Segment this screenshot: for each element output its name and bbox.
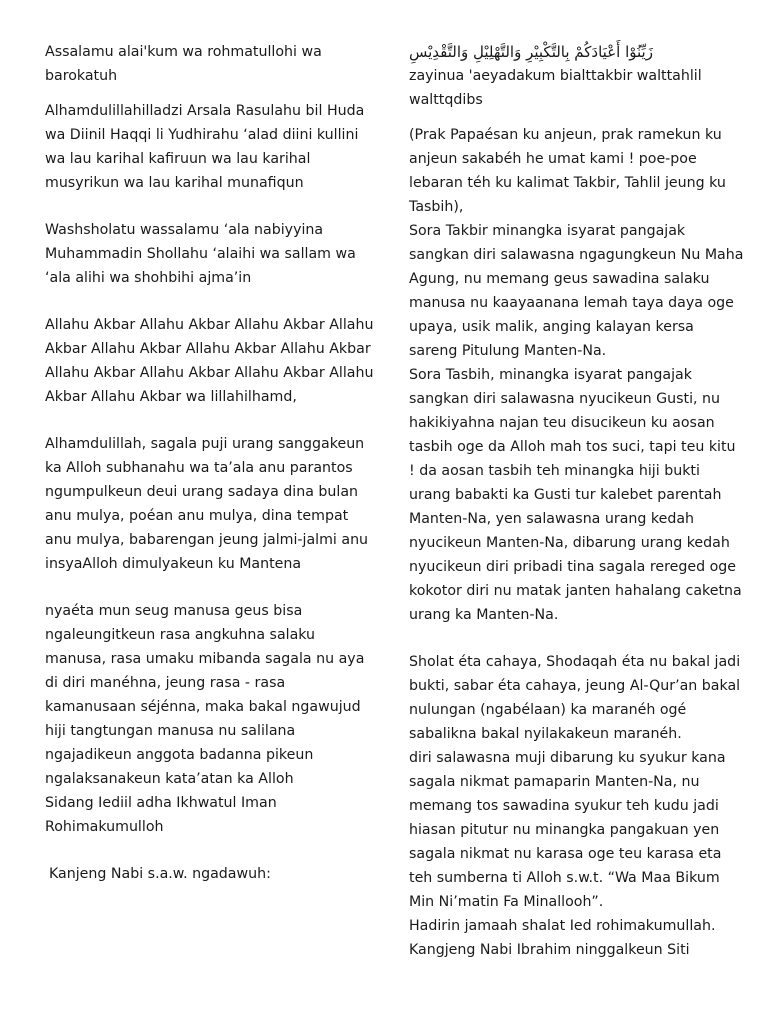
sholawat-paragraph: Washsholatu wassalamu ‘ala nabiyyina Muhammadin Shollahu ‘alaihi wa sallam wa ‘ala alihi wa shohbihi ajma’in [45, 222, 356, 286]
left-column [45, 40, 377, 886]
right-column [409, 40, 745, 962]
arabic-hadith-text: زَيِّنُوْا أَعْيَادَكُمْ بِالتَّكْبِيْرِ وَالتَّهْلِيْلِ وَالتَّقْدِيْسِ [409, 43, 653, 61]
transliteration: zayinua 'aeyadakum bialttakbir walttahlil walttqdibs [409, 68, 702, 108]
ibrahim-paragraph: Kangjeng Nabi Ibrahim ninggalkeun Siti [409, 942, 690, 958]
tasbih-explanation: Sora Tasbih, minangka isyarat pangajak sangkan diri salawasna nyucikeun Gusti, nu hakikiyahna najan teu disucikeun ku aosan tasbih oge da Alloh mah tos suci, tapi teu kitu ! da aosan tasbih teh minangka hiji bukti urang babakti ka Gusti tur kalebet parentah Manten-Na, yen salawasna urang kedah nyucikeun Manten-Na, dibarung urang kedah nyucikeun diri pribadi tina sagala rereged oge kokotor diri nu matak janten hahalang caketna urang ka Manten-Na. [409, 367, 742, 623]
greeting-paragraph: Assalamu alai'kum wa rohmatullohi wa barokatuh [45, 44, 322, 84]
translation-paragraph: (Prak Papaésan ku anjeun, prak ramekun ku anjeun sakabéh he umat kami ! poe-poe lebaran téh ku kalimat Takbir, Tahlil jeung ku Tasbih), [409, 127, 726, 215]
syukur-paragraph: diri salawasna muji dibarung ku syukur kana sagala nikmat pamaparin Manten-Na, nu memang tos sawadina syukur teh kudu jadi hiasan pitutur nu minangka pangakuan yen sagala nikmat nu karasa oge teu karasa eta teh sumberna ti Alloh s.w.t. “Wa Maa Bikum Min Ni’matin Fa Minallooh”. [409, 750, 726, 910]
hadith-intro: Kanjeng Nabi s.a.w. ngadawuh: [49, 866, 271, 882]
takbir-paragraph: Allahu Akbar Allahu Akbar Allahu Akbar Allahu Akbar Allahu Akbar Allahu Akbar Allahu Akbar Allahu Akbar Allahu Akbar Allahu Akbar Allahu Akbar Allahu Akbar wa lillahilhamd, [45, 317, 374, 405]
takbir-explanation: Sora Takbir minangka isyarat pangajak sangkan diri salawasna ngagungkeun Nu Maha Agung, nu memang geus sawadina salaku manusa nu kaayaanana lemah taya daya oge upaya, usik malik, anging kalayan kersa sareng Pitulung Manten-Na. [409, 223, 744, 359]
audience-address-2: Hadirin jamaah shalat Ied rohimakumullah. [409, 918, 716, 934]
praise-paragraph: Alhamdulillahilladzi Arsala Rasulahu bil Huda wa Diinil Haqqi li Yudhirahu ‘alad diini kullini wa lau karihal kafiruun wa lau karihal musyrikun wa lau karihal munafiqun [45, 103, 365, 191]
audience-address: Sidang Iediil adha Ikhwatul Iman Rohimakumulloh [45, 795, 277, 835]
sholat-paragraph: Sholat éta cahaya, Shodaqah éta nu bakal jadi bukti, sabar éta cahaya, jeung Al-Qur’an bakal nulungan (ngabélaan) ka maranéh ogé sabalikna bakal nyilakakeun maranéh. [409, 654, 741, 742]
humility-paragraph: nyaéta mun seug manusa geus bisa ngaleungitkeun rasa angkuhna salaku manusa, rasa umaku mibanda sagala nu aya di diri manéhna, jeung rasa - rasa kamanusaan séjénna, maka bakal ngawujud hiji tangtungan manusa nu salilana ngajadikeun anggota badanna pikeun ngalaksanakeun kata’atan ka Alloh [45, 603, 365, 787]
gratitude-paragraph: Alhamdulillah, sagala puji urang sanggakeun ka Alloh subhanahu wa ta’ala anu parantos ngumpulkeun deui urang sadaya dina bulan anu mulya, poéan anu mulya, dina tempat anu mulya, babarengan jeung jalmi-jalmi anu insyaAlloh dimulyakeun ku Mantena [45, 436, 369, 572]
